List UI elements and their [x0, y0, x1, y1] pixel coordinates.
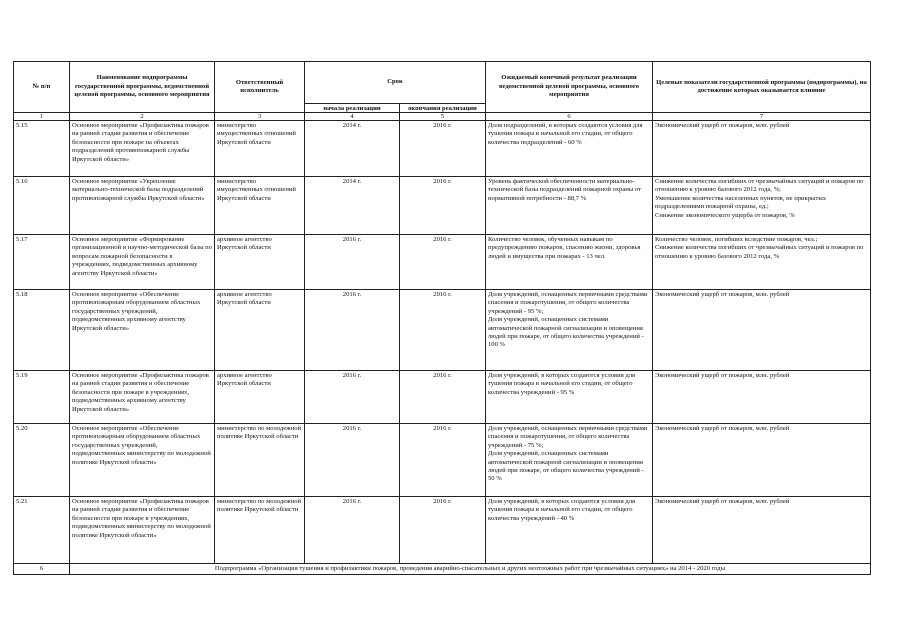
column-number: 1 [14, 113, 70, 121]
column-number-row [14, 113, 871, 121]
table-row [14, 424, 871, 497]
start-year: 2014 г. [305, 177, 400, 235]
responsible-executor: министерство имущественных отношений Иркутской области [215, 121, 305, 177]
target-indicators: Экономический ущерб от пожаров, млн. рублей [653, 424, 871, 497]
expected-result: Доля подразделений, в которых создаются условия для тушения пожара в начальной его стадии, от общего количества подразделений - 60 % [486, 121, 653, 177]
column-number: 2 [70, 113, 215, 121]
table-row [14, 497, 871, 564]
expected-result: Доля учреждений, в которых создаются условия для тушения пожара в начальной его стадии, от общего количества учреждений - 95 % [486, 371, 653, 424]
start-year: 2016 г. [305, 424, 400, 497]
start-year: 2014 г. [305, 121, 400, 177]
row-number: 5.21 [14, 497, 70, 564]
header-result: Ожидаемый конечный результат реализации ведомственной целевой программы, основного мероприятия [486, 62, 653, 113]
header-num: № п/п [14, 62, 70, 113]
measure-name: Основное мероприятие «Профилактика пожаров на ранней стадии развития и обеспечение безопасности при пожаре в учреждениях, подведомственных министерству по молодежной политике Иркутской области» [70, 497, 215, 564]
table-row [14, 177, 871, 235]
end-year: 2016 г. [400, 424, 486, 497]
header-term: Срок [305, 62, 486, 104]
table-row [14, 235, 871, 290]
target-indicators: Количество человек, погибших вследствие пожаров, чел.; Снижение количества погибших от чрезвычайных ситуаций и пожаров по отношению к уровню базового 2012 года, % [653, 235, 871, 290]
column-number: 7 [653, 113, 871, 121]
column-number: 3 [215, 113, 305, 121]
measure-name: Основное мероприятие «Профилактика пожаров на ранней стадии развития и обеспечение безопасности при пожаре в учреждениях, подведомственных архивному агентству Иркутской области» [70, 371, 215, 424]
table-body [14, 113, 871, 575]
target-indicators: Экономический ущерб от пожаров, млн. рублей [653, 121, 871, 177]
expected-result: Доля учреждений, оснащенных первичными средствами спасения и пожаротушения, от общего количества учреждений - 95 %; Доля учреждений, оснащенных системами автоматической пожарной сигнализации и оповещения людей при пожаре, от общего количества учреждений - 100 % [486, 290, 653, 371]
measure-name: Основное мероприятие «Обеспечение противопожарным оборудованием областных государственных учреждений, подведомственных архивному агентству Иркутской области» [70, 290, 215, 371]
measure-name: Основное мероприятие «Укрепление материально-технической базы подразделений противопожарной службы Иркутской области» [70, 177, 215, 235]
subprogram-row [14, 564, 871, 575]
start-year: 2016 г. [305, 235, 400, 290]
row-number: 5.18 [14, 290, 70, 371]
start-year: 2016 г. [305, 497, 400, 564]
header-start: начала реализации [305, 104, 400, 113]
row-number: 5.20 [14, 424, 70, 497]
end-year: 2016 г. [400, 371, 486, 424]
row-number: 5.15 [14, 121, 70, 177]
header-responsible: Ответственный исполнитель [215, 62, 305, 113]
responsible-executor: министерство имущественных отношений Иркутской области [215, 177, 305, 235]
table-row [14, 121, 871, 177]
responsible-executor: министерство по молодежной политике Иркутской области [215, 424, 305, 497]
target-indicators: Снижение количества погибших от чрезвычайных ситуаций и пожаров по отношению к уровню базового 2012 года, %; Уменьшение количества населенных пунктов, не прикрытых подразделениями пожарной охраны, ед.; Снижение экономического ущерба от пожаров, % [653, 177, 871, 235]
expected-result: Количество человек, обученных навыкам по предупреждению пожаров, спасению жизни, здоровья людей и имущества при пожарах - 13 чел. [486, 235, 653, 290]
header-name: Наименование подпрограммы государственной программы, ведомственной целевой программы, основного мероприятия [70, 62, 215, 113]
responsible-executor: архивное агентство Иркутской области [215, 371, 305, 424]
responsible-executor: архивное агентство Иркутской области [215, 290, 305, 371]
program-table [13, 61, 871, 575]
target-indicators: Экономический ущерб от пожаров, млн. рублей [653, 371, 871, 424]
target-indicators: Экономический ущерб от пожаров, млн. рублей [653, 497, 871, 564]
responsible-executor: архивное агентство Иркутской области [215, 235, 305, 290]
measure-name: Основное мероприятие «Обеспечение противопожарным оборудованием областных государственных учреждений, подведомственных министерству по молодежной политике Иркутской области» [70, 424, 215, 497]
measure-name: Основное мероприятие «Профилактика пожаров на ранней стадии развития и обеспечение безопасности при пожаре на объектах подразделений противопожарной службы Иркутской области» [70, 121, 215, 177]
column-number: 6 [486, 113, 653, 121]
end-year: 2016 г. [400, 235, 486, 290]
row-number: 5.19 [14, 371, 70, 424]
header-end: окончания реализации [400, 104, 486, 113]
end-year: 2016 г. [400, 177, 486, 235]
end-year: 2016 г. [400, 290, 486, 371]
target-indicators: Экономический ущерб от пожаров, млн. рублей [653, 290, 871, 371]
subprogram-number: 6 [14, 564, 70, 575]
start-year: 2016 г. [305, 371, 400, 424]
row-number: 5.17 [14, 235, 70, 290]
subprogram-title: Подпрограмма «Организация тушения и профилактики пожаров, проведения аварийно-спасательных и других неотложных работ при чрезвычайных ситуациях» на 2014 - 2020 годы [70, 564, 871, 575]
row-number: 5.16 [14, 177, 70, 235]
end-year: 2016 г. [400, 497, 486, 564]
start-year: 2016 г. [305, 290, 400, 371]
end-year: 2016 г. [400, 121, 486, 177]
header-indicators: Целевые показатели государственной программы (подпрограммы), на достижение которых оказывается влияние [653, 62, 871, 113]
expected-result: Доля учреждений, оснащенных первичными средствами спасения и пожаротушения, от общего количества учреждений - 75 %; Доля учреждений, оснащенных системами автоматической пожарной сигнализации и оповещения людей при пожаре, от общего количества учреждений - 50 % [486, 424, 653, 497]
responsible-executor: министерство по молодежной политике Иркутской области [215, 497, 305, 564]
expected-result: Доля учреждений, в которых создаются условия для тушения пожара в начальной его стадии, от общего количества учреждений - 40 % [486, 497, 653, 564]
column-number: 5 [400, 113, 486, 121]
table-row [14, 371, 871, 424]
table-row [14, 290, 871, 371]
column-number: 4 [305, 113, 400, 121]
expected-result: Уровень фактической обеспеченности материально-технической базы подразделений пожарной охраны от нормативной потребности - 88,7 % [486, 177, 653, 235]
measure-name: Основное мероприятие «Формирование организационной и научно-методической базы по вопросам пожарной безопасности в учреждениях, подведомственных архивному агентству Иркутской области» [70, 235, 215, 290]
